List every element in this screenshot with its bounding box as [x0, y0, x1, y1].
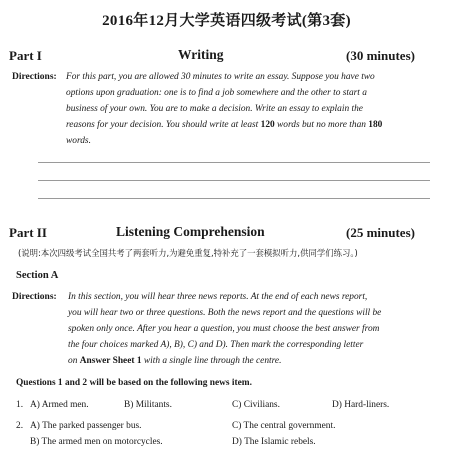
question-1-option-b: B) Militants. [124, 400, 172, 410]
question-2-number: 2. [16, 421, 24, 431]
writing-line [38, 162, 430, 163]
question-1-option-d: D) Hard-liners. [332, 400, 390, 410]
part-2-directions-label: Directions: [12, 292, 57, 302]
part-2-directions-line: the four choices marked A), B), C) and D). Then mark the corresponding letter [68, 340, 364, 350]
answer-sheet-label: Answer Sheet 1 [79, 356, 142, 366]
question-2-option-c: C) The central government. [232, 421, 336, 431]
question-intro: Questions 1 and 2 will be based on the following news item. [16, 378, 252, 388]
directions-text: words but no more than [277, 120, 366, 130]
part-1-label: Part I [9, 48, 42, 63]
section-a-heading: Section A [16, 270, 59, 281]
question-1-option-c: C) Civilians. [232, 400, 280, 410]
part-1-directions-line: options upon graduation: one is to find a job somewhere and the other to start a [66, 88, 367, 98]
exam-note: (说明:本次四级考试全国共考了两套听力,为避免重复,特补充了一套模拟听力,供同学们练习。) [18, 248, 358, 258]
writing-line [38, 198, 430, 199]
question-2-option-d: D) The Islamic rebels. [232, 437, 316, 447]
question-1-number: 1. [16, 400, 24, 410]
page-title: 2016年12月大学英语四级考试(第3套) [102, 13, 351, 29]
part-2-directions-line: In this section, you will hear three news reports. At the end of each news report, [68, 292, 368, 302]
writing-line [38, 180, 430, 181]
question-2-option-a: A) The parked passenger bus. [30, 421, 142, 431]
max-words: 180 [368, 120, 383, 130]
directions-text: on [68, 356, 78, 366]
part-2-time: (25 minutes) [346, 225, 415, 240]
part-1-directions-line: business of your own. You are to make a decision. Write an essay to explain the [66, 104, 363, 114]
directions-text: reasons for your decision. You should write at least [66, 120, 259, 130]
part-2-title: Listening Comprehension [116, 224, 265, 239]
part-1-directions-label: Directions: [12, 72, 57, 82]
part-2-directions-line: you will hear two or three questions. Both the news report and the questions will be [68, 308, 382, 318]
min-words: 120 [260, 120, 275, 130]
part-2-directions-line: spoken only once. After you hear a question, you must choose the best answer from [68, 324, 380, 334]
part-1-directions-line [66, 120, 382, 130]
part-1-directions-line: For this part, you are allowed 30 minutes to write an essay. Suppose you have two [66, 72, 375, 82]
part-2-label: Part II [9, 225, 47, 240]
part-1-directions-line: words. [66, 136, 91, 146]
question-1-option-a: A) Armed men. [30, 400, 89, 410]
part-1-title: Writing [178, 47, 224, 62]
directions-text: with a single line through the centre. [143, 356, 282, 366]
part-2-directions-line [68, 356, 281, 366]
part-1-time: (30 minutes) [346, 48, 415, 63]
question-2-option-b: B) The armed men on motorcycles. [30, 437, 163, 447]
